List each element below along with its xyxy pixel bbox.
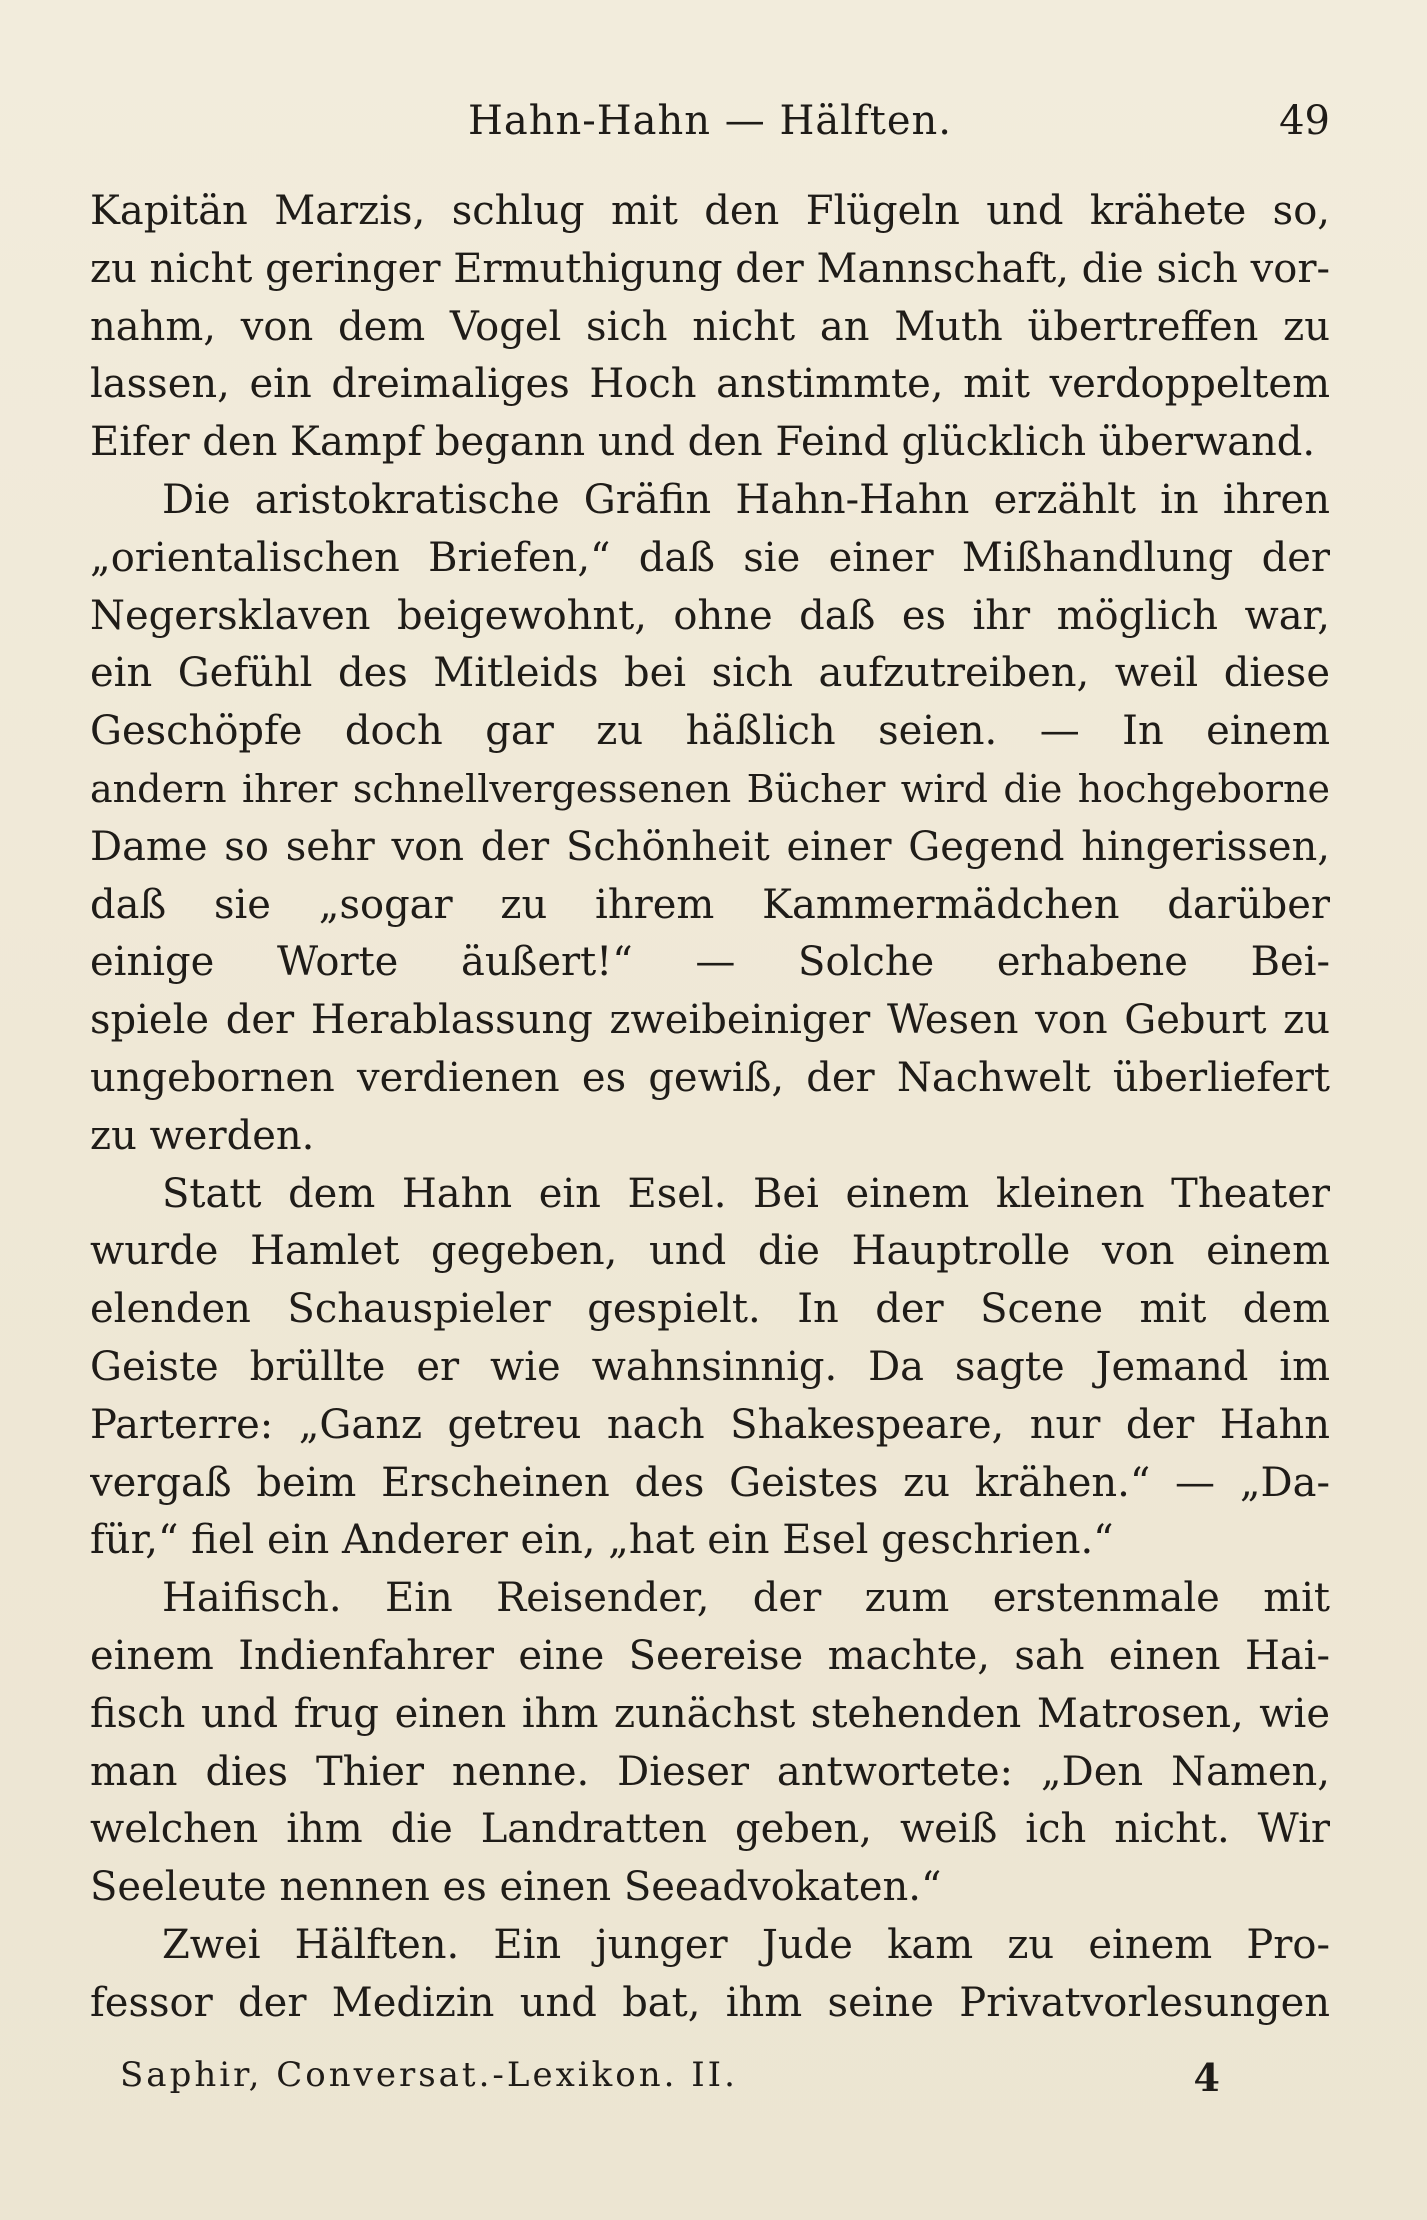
text-line: Geschöpfe doch gar zu häßlich seien. — In einem — [90, 708, 1330, 755]
text-line: fessor der Medizin und bat, ihm seine Privatvorlesungen — [90, 1979, 1330, 2026]
text-line: Geiste brüllte er wie wahnsinnig. Da sagte Jemand im — [90, 1343, 1330, 1390]
printer-signature: Saphir, Conversat.-Lexikon. II. — [120, 2055, 738, 2095]
text-line: spiele der Herablassung zweibeiniger Wesen von Geburt zu — [90, 997, 1330, 1044]
text-line: fisch und frug einen ihm zunächst stehenden Matrosen, wie — [90, 1690, 1330, 1737]
text-line: wurde Hamlet gegeben, und die Hauptrolle von einem — [90, 1228, 1330, 1275]
text-line: welchen ihm die Landratten geben, weiß ich nicht. Wir — [90, 1806, 1330, 1853]
page-number: 49 — [1279, 98, 1330, 144]
text-line: ungebornen verdienen es gewiß, der Nachwelt überliefert — [90, 1054, 1330, 1101]
text-line: Haifisch. Ein Reisender, der zum erstenmale mit — [162, 1575, 1330, 1622]
text-line: man dies Thier nenne. Dieser antwortete: „Den Namen, — [90, 1748, 1330, 1795]
text-line: für,“ fiel ein Anderer ein, „hat ein Esel geschrien.“ — [90, 1517, 1114, 1564]
text-line: Dame so sehr von der Schönheit einer Gegend hingerissen, — [90, 823, 1330, 870]
text-line: einem Indienfahrer eine Seereise machte, sah einen Hai- — [90, 1632, 1330, 1679]
text-line: zu nicht geringer Ermuthigung der Mannschaft, die sich vor- — [90, 245, 1330, 292]
text-line: Seeleute nennen es einen Seeadvokaten.“ — [90, 1864, 942, 1911]
text-line: Kapitän Marzis, schlug mit den Flügeln und krähete so, — [90, 188, 1330, 234]
text-line: elenden Schauspieler gespielt. In der Scene mit dem — [90, 1286, 1330, 1333]
text-line: Die aristokratische Gräfin Hahn-Hahn erzählt in ihren — [162, 476, 1330, 523]
page-header — [90, 92, 1330, 152]
text-line: vergaß beim Erscheinen des Geistes zu krähen.“ — „Da- — [90, 1459, 1330, 1506]
running-title: Hahn-Hahn — Hälften. — [467, 98, 952, 144]
signature-mark: 4 — [1193, 2055, 1220, 2100]
text-line: Statt dem Hahn ein Esel. Bei einem kleinen Theater — [162, 1170, 1330, 1217]
text-line: zu werden. — [90, 1112, 315, 1159]
text-line: lassen, ein dreimaliges Hoch anstimmte, mit verdoppeltem — [90, 361, 1330, 408]
text-line: andern ihrer schnellvergessenen Bücher wird die hochgeborne — [90, 766, 1330, 811]
text-line: Zwei Hälften. Ein junger Jude kam zu einem Pro- — [162, 1921, 1330, 1968]
text-line: Negersklaven beigewohnt, ohne daß es ihr möglich war, — [90, 592, 1330, 639]
text-line: ein Gefühl des Mitleids bei sich aufzutreiben, weil diese — [90, 650, 1330, 697]
text-line: nahm, von dem Vogel sich nicht an Muth übertreffen zu — [90, 303, 1330, 350]
text-line: Eifer den Kampf begann und den Feind glücklich überwand. — [90, 419, 1316, 466]
text-line: „orientalischen Briefen,“ daß sie einer Mißhandlung der — [90, 534, 1330, 581]
body-text — [90, 183, 1330, 2033]
text-line: einige Worte äußert!“ — Solche erhabene Bei- — [90, 939, 1330, 986]
text-line: daß sie „sogar zu ihrem Kammermädchen darüber — [90, 881, 1330, 928]
page-footer — [90, 2055, 1330, 2105]
text-line: Parterre: „Ganz getreu nach Shakespeare, nur der Hahn — [90, 1401, 1330, 1448]
